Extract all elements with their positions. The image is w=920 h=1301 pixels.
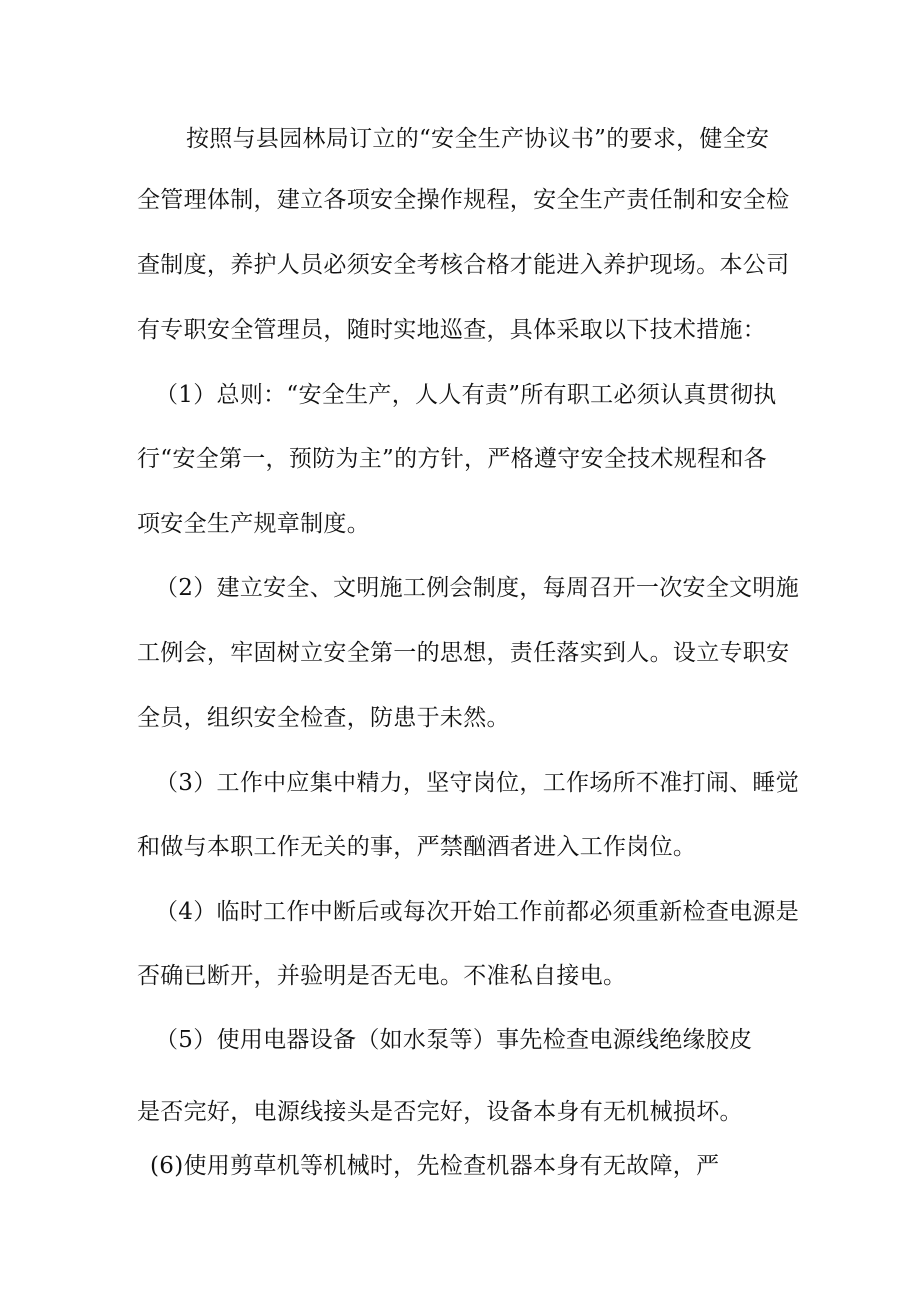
- item-1-line-3: 项安全生产规章制度。: [137, 511, 370, 537]
- item-4-line-1: （4）临时工作中断后或每次开始工作前都必须重新检查电源是: [155, 899, 800, 925]
- paragraph-intro-line-3: 查制度，养护人员必须安全考核合格才能进入养护现场。本公司: [137, 252, 790, 278]
- item-3-line-1: （3）工作中应集中精力，坚守岗位，工作场所不准打闹、睡觉: [155, 770, 800, 796]
- item-3-line-2: 和做与本职工作无关的事，严禁酗酒者进入工作岗位。: [137, 834, 697, 860]
- item-4-line-2: 否确已断开，并验明是否无电。不准私自接电。: [137, 963, 627, 989]
- item-2-line-3: 全员，组织安全检查，防患于未然。: [137, 705, 510, 731]
- paragraph-intro-line-1: 按照与县园林局订立的“安全生产协议书”的要求，健全安: [186, 126, 770, 152]
- item-1-line-2: 行“安全第一，预防为主”的方针，严格遵守安全技术规程和各: [137, 446, 767, 472]
- item-2-line-2: 工例会，牢固树立安全第一的思想，责任落实到人。设立专职安: [137, 640, 790, 666]
- item-2-line-1: （2）建立安全、文明施工例会制度，每周召开一次安全文明施: [155, 575, 800, 601]
- paragraph-intro-line-4: 有专职安全管理员，随时实地巡查，具体采取以下技术措施：: [137, 317, 767, 343]
- item-5-line-1: （5）使用电器设备（如水泵等）事先检查电源线绝缘胶皮: [155, 1027, 753, 1053]
- item-1-line-1: （1）总则：“安全生产，人人有责”所有职工必须认真贯彻执: [155, 382, 777, 408]
- item-5-line-2: 是否完好，电源线接头是否完好，设备本身有无机械损坏。: [137, 1099, 743, 1125]
- item-6-line-1: (6)使用剪草机等机械时，先检查机器本身有无故障，严: [150, 1153, 720, 1179]
- paragraph-intro-line-2: 全管理体制，建立各项安全操作规程，安全生产责任制和安全检: [137, 187, 790, 213]
